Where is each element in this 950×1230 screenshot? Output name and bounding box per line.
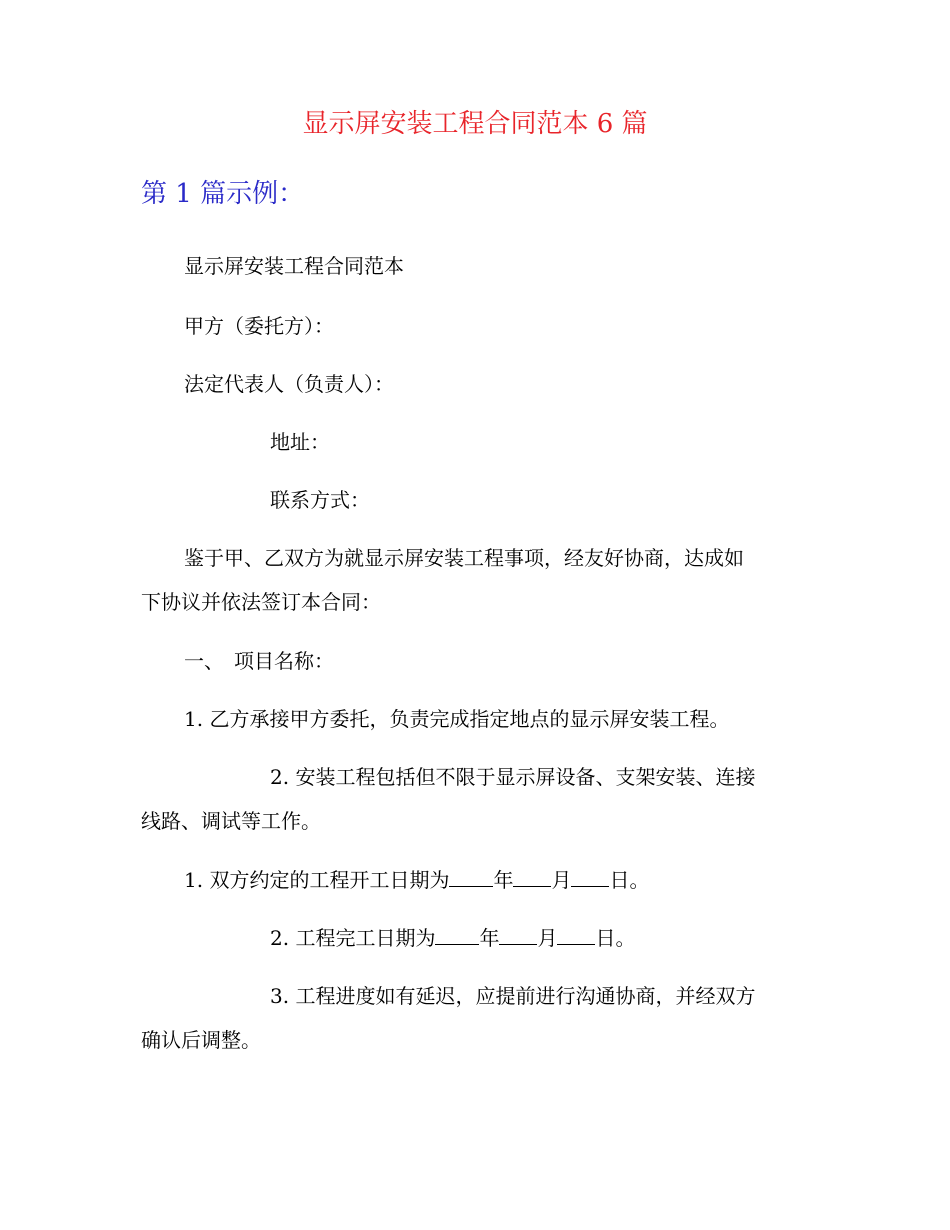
end-date-label: 2. 工程完工日期为 <box>270 926 436 950</box>
start-date-label: 1. 双方约定的工程开工日期为 <box>184 868 450 892</box>
start-date-line <box>184 866 649 894</box>
start-day-label: 日。 <box>609 868 650 892</box>
item-3-line-2: 确认后调整。 <box>141 1028 261 1052</box>
contact-line: 联系方式： <box>270 488 370 512</box>
preamble-line-2: 下协议并依法签订本合同： <box>141 590 381 614</box>
end-day-label: 日。 <box>595 926 636 950</box>
end-month-blank[interactable] <box>499 924 537 945</box>
preamble-line-1: 鉴于甲、乙双方为就显示屏安装工程事项，经友好协商，达成如 <box>184 546 744 570</box>
end-year-label: 年 <box>479 926 500 950</box>
item-3-line-1: 3. 工程进度如有延迟，应提前进行沟通协商，并经双方 <box>270 984 756 1008</box>
address-line: 地址： <box>270 430 330 454</box>
end-year-blank[interactable] <box>435 924 479 945</box>
end-date-line <box>270 924 635 952</box>
contract-name-line: 显示屏安装工程合同范本 <box>184 254 404 278</box>
start-year-label: 年 <box>493 868 514 892</box>
item-2-line-1: 2. 安装工程包括但不限于显示屏设备、支架安装、连接 <box>270 765 756 789</box>
item-2-line-2: 线路、调试等工作。 <box>141 809 321 833</box>
start-month-label: 月 <box>551 868 572 892</box>
section-heading: 第 1 篇示例： <box>141 179 305 209</box>
end-month-label: 月 <box>537 926 558 950</box>
document-title: 显示屏安装工程合同范本 6 篇 <box>302 109 648 139</box>
start-day-blank[interactable] <box>571 866 609 887</box>
end-day-blank[interactable] <box>557 924 595 945</box>
party-a-line: 甲方（委托方）： <box>184 314 334 338</box>
start-year-blank[interactable] <box>449 866 493 887</box>
item-1-line: 1. 乙方承接甲方委托，负责完成指定地点的显示屏安装工程。 <box>184 707 730 731</box>
legal-representative-line: 法定代表人（负责人）： <box>184 372 394 396</box>
start-month-blank[interactable] <box>513 866 551 887</box>
item-heading: 一、 项目名称： <box>184 649 334 673</box>
